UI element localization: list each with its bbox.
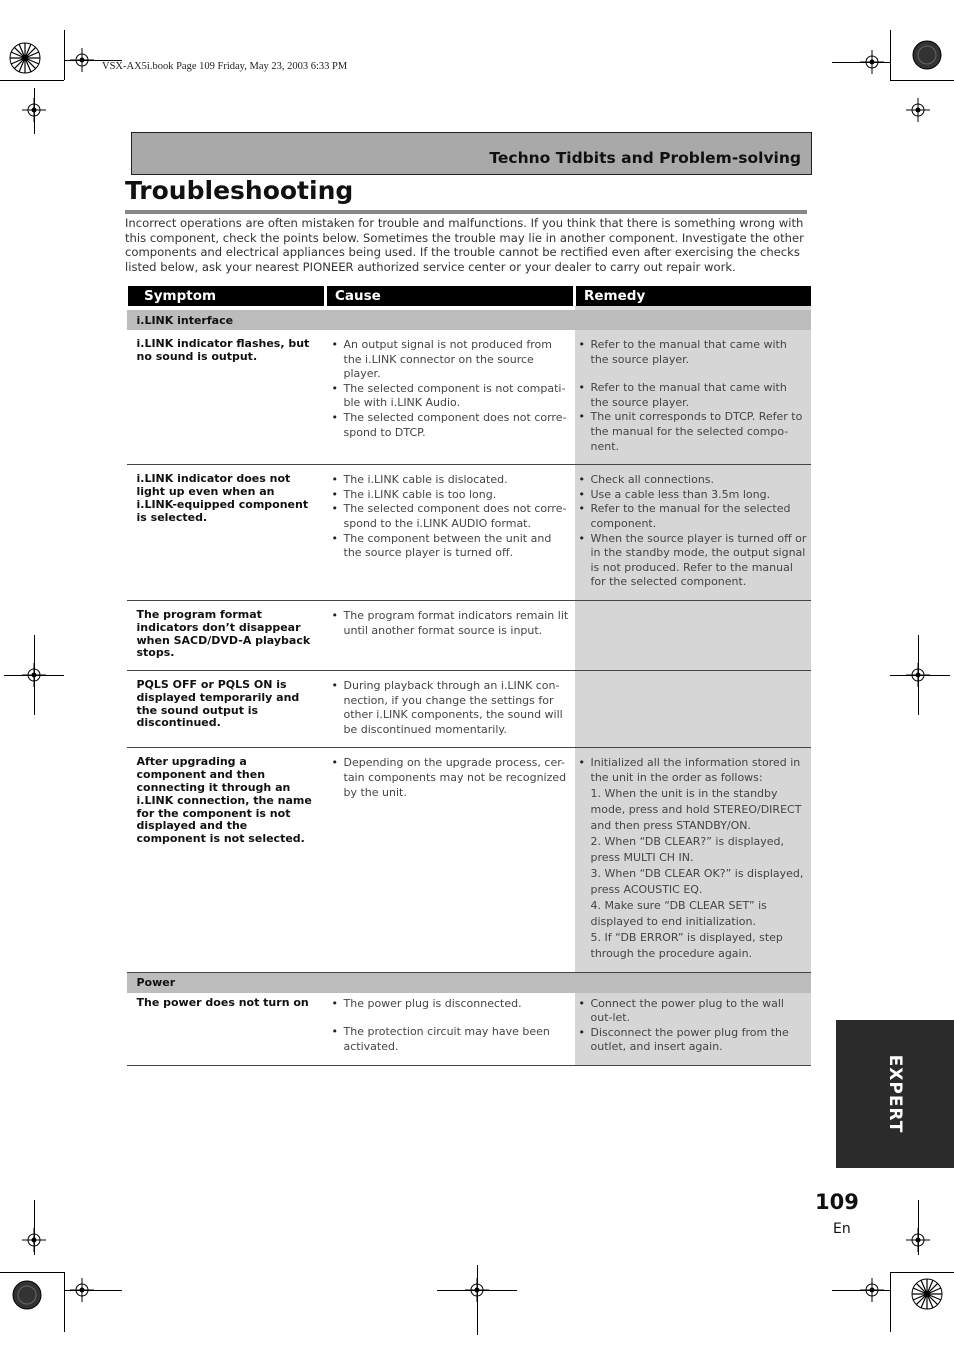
group-row-ilink bbox=[127, 310, 811, 330]
section-header-bar bbox=[131, 132, 812, 175]
remedy-item: • Refer to the manual for the selected component. bbox=[579, 502, 807, 531]
book-info: VSX-AX5i.book Page 109 Friday, May 23, 2003 6:33 PM bbox=[102, 61, 348, 72]
remedy-item: • When the source player is turned off or in the standby mode, the output signal is not produced. Refer to the manual for the selected component. bbox=[579, 532, 807, 590]
remedy-cell bbox=[575, 330, 811, 465]
cause-item: • The selected component does not corre-spond to DTCP. bbox=[332, 411, 569, 440]
remedy-item: • Disconnect the power plug from the outlet, and insert again. bbox=[579, 1026, 807, 1055]
symptom-cell: i.LINK indicator does not light up even when an i.LINK-equipped component is selected. bbox=[127, 465, 326, 601]
table-row bbox=[127, 600, 811, 670]
group-row-power bbox=[127, 972, 811, 993]
remedy-step: 3. When “DB CLEAR OK?” is displayed, press ACOUSTIC EQ. bbox=[590, 866, 804, 896]
cause-item: • The i.LINK cable is too long. bbox=[332, 488, 569, 503]
remedy-intro: Initialized all the information stored in the unit in the order as follows: bbox=[590, 756, 801, 785]
cause-cell bbox=[326, 330, 575, 465]
cause-cell bbox=[326, 993, 575, 1066]
remedy-cell bbox=[575, 600, 811, 670]
table-row bbox=[127, 330, 811, 465]
table-row bbox=[127, 993, 811, 1066]
remedy-item bbox=[579, 756, 807, 961]
group-label: i.LINK interface bbox=[127, 310, 811, 330]
cause-item: • An output signal is not produced from the i.LINK connector on the source player. bbox=[332, 338, 569, 382]
table-header-row bbox=[127, 286, 811, 306]
remedy-step: 4. Make sure “DB CLEAR SET” is displayed to end initialization. bbox=[590, 898, 767, 928]
cause-cell bbox=[326, 600, 575, 670]
registration-solid-circle-icon bbox=[12, 1280, 42, 1310]
remedy-item: • Refer to the manual that came with the source player. bbox=[579, 338, 807, 367]
header-cause: Cause bbox=[326, 286, 575, 306]
symptom-cell: The program format indicators don’t disappear when SACD/DVD-A playback stops. bbox=[127, 600, 326, 670]
symptom-cell: i.LINK indicator flashes, but no sound is output. bbox=[127, 330, 326, 465]
page-number: 109 bbox=[815, 1190, 859, 1214]
cause-item: • The i.LINK cable is dislocated. bbox=[332, 473, 569, 488]
header-remedy: Remedy bbox=[575, 286, 811, 306]
remedy-item: • Use a cable less than 3.5m long. bbox=[579, 488, 807, 503]
symptom-cell: The power does not turn on bbox=[127, 993, 326, 1066]
registration-starburst-icon bbox=[9, 42, 41, 74]
cause-item: • The power plug is disconnected. bbox=[332, 997, 569, 1012]
cause-item: • The selected component is not compati-ble with i.LINK Audio. bbox=[332, 382, 569, 411]
header-symptom: Symptom bbox=[127, 286, 326, 306]
cause-item: • The program format indicators remain lit until another format source is input. bbox=[332, 609, 569, 638]
remedy-cell bbox=[575, 671, 811, 748]
remedy-item: • The unit corresponds to DTCP. Refer to the manual for the selected compo-nent. bbox=[579, 410, 807, 454]
cause-cell bbox=[326, 465, 575, 601]
registration-solid-circle-icon bbox=[912, 40, 942, 70]
cause-cell bbox=[326, 748, 575, 972]
remedy-cell bbox=[575, 993, 811, 1066]
remedy-item: • Refer to the manual that came with the source player. bbox=[579, 381, 807, 410]
table-row bbox=[127, 465, 811, 601]
page-title: Troubleshooting bbox=[125, 176, 354, 205]
cause-item: • During playback through an i.LINK con-nection, if you change the settings for other i.LINK components, the sound will be discontinued momentarily. bbox=[332, 679, 569, 737]
cause-cell bbox=[326, 671, 575, 748]
symptom-cell: After upgrading a component and then connecting it through an i.LINK connection, the name for the component is not displayed and the component is not selected. bbox=[127, 748, 326, 972]
cause-item: • The protection circuit may have been activated. bbox=[332, 1025, 569, 1054]
remedy-step: 2. When “DB CLEAR?” is displayed, press MULTI CH IN. bbox=[590, 834, 784, 864]
title-rule bbox=[125, 210, 807, 214]
remedy-step: 5. If “DB ERROR” is displayed, step through the procedure again. bbox=[590, 930, 783, 960]
table-row bbox=[127, 671, 811, 748]
registration-crosshair-icon bbox=[906, 98, 930, 122]
remedy-step: 1. When the unit is in the standby mode, press and hold STEREO/DIRECT and then press STANDBY/ON. bbox=[590, 786, 802, 832]
symptom-cell: PQLS OFF or PQLS ON is displayed temporarily and the sound output is discontinued. bbox=[127, 671, 326, 748]
table-row bbox=[127, 748, 811, 972]
cause-item: • The component between the unit and the source player is turned off. bbox=[332, 532, 569, 561]
troubleshooting-table bbox=[125, 286, 811, 1066]
group-label: Power bbox=[127, 972, 811, 993]
remedy-cell bbox=[575, 748, 811, 972]
remedy-item: • Check all connections. bbox=[579, 473, 807, 488]
section-title: Techno Tidbits and Problem-solving bbox=[489, 149, 801, 167]
remedy-cell bbox=[575, 465, 811, 601]
registration-starburst-icon bbox=[911, 1278, 943, 1310]
page-language: En bbox=[833, 1221, 851, 1237]
cause-item: • Depending on the upgrade process, cer-tain components may not be recognized by the unit. bbox=[332, 756, 569, 800]
cause-item: • The selected component does not corre-spond to the i.LINK AUDIO format. bbox=[332, 502, 569, 531]
intro-paragraph: Incorrect operations are often mistaken for trouble and malfunctions. If you think that there is something wrong with this component, check the points below. Sometimes the trouble may lie in another component. Investigate the other components and electrical appliances being used. If the trouble cannot be rectified even after exercising the checks listed below, ask your nearest PIONEER authorized service center or your dealer to carry out repair work. bbox=[125, 216, 804, 274]
expert-tab-label: EXPERT bbox=[885, 1054, 905, 1134]
expert-side-tab bbox=[836, 1020, 954, 1168]
remedy-item: • Connect the power plug to the wall out-let. bbox=[579, 997, 807, 1026]
